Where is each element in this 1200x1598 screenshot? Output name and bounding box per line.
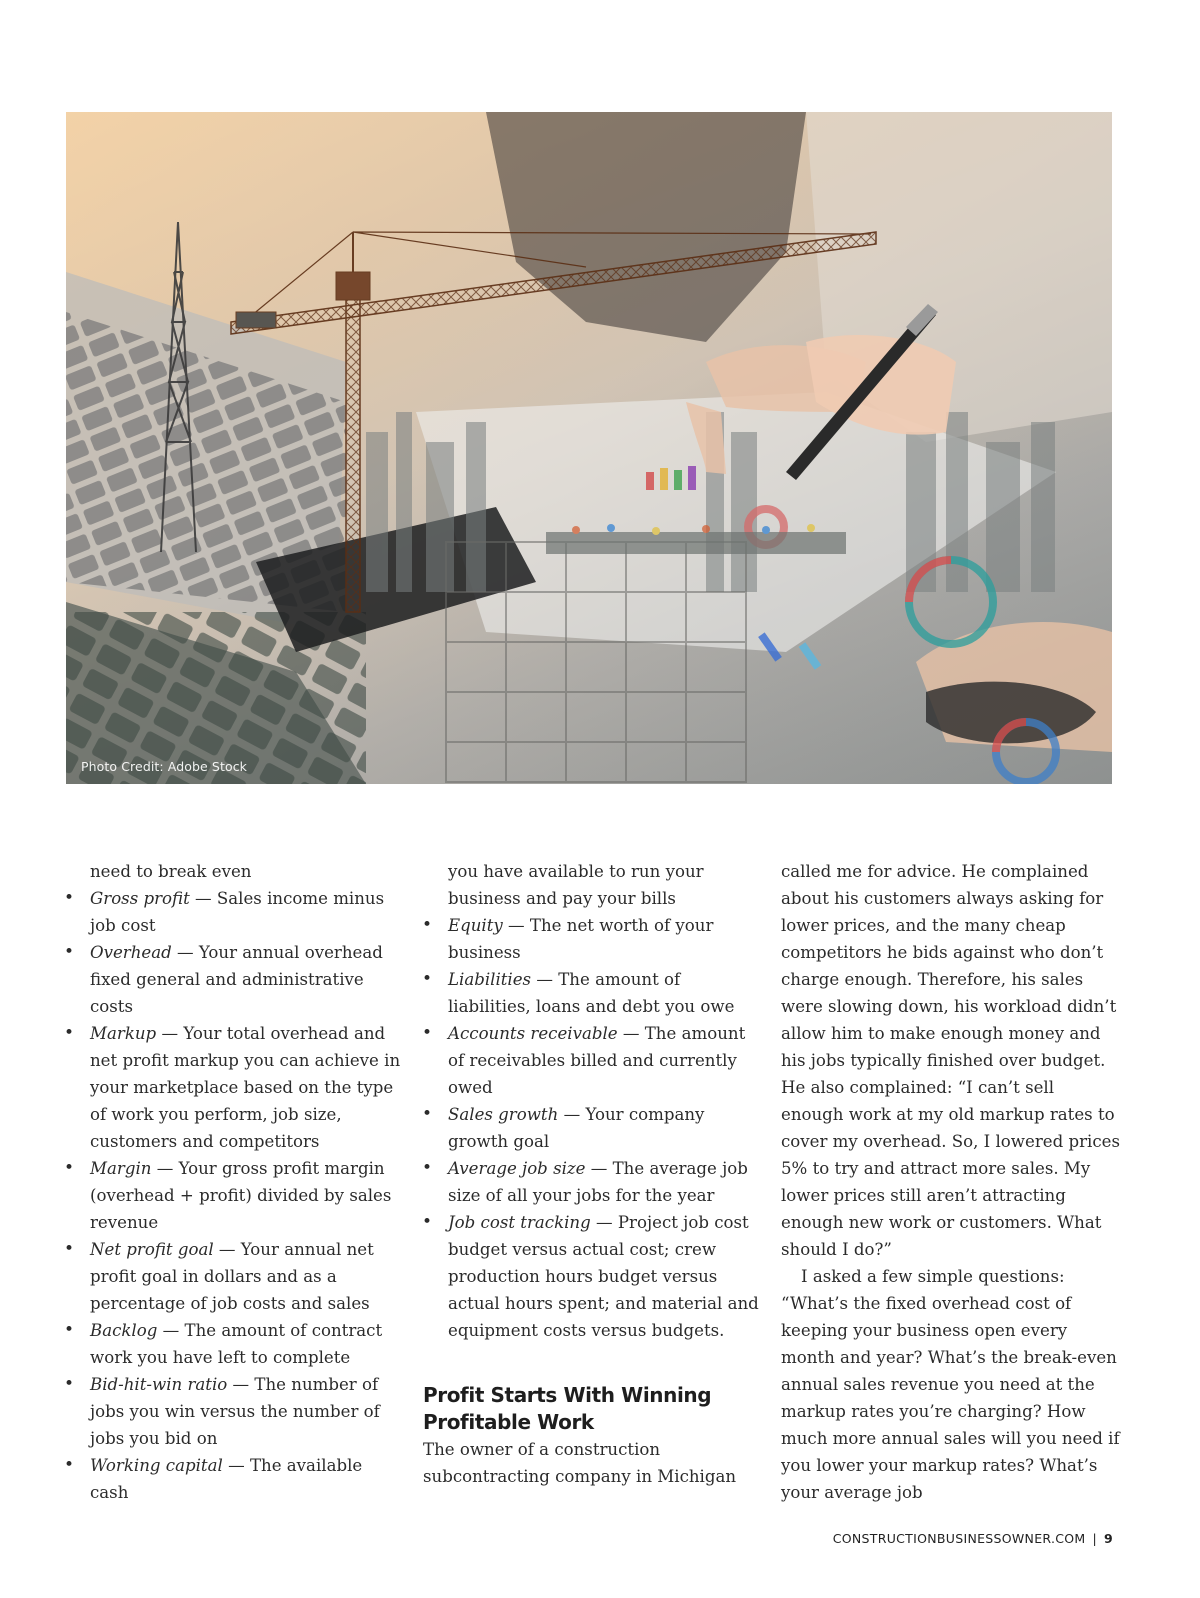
body-paragraph: I asked a few simple questions: “What’s the fixed overhead cost of keeping your business open every month and year? What’s the break-even annual sales revenue you need at the markup rates you’re charging? How much more annual sales will you need if you lower your markup rates? What’s your average job bbox=[781, 1267, 1120, 1502]
list-item: • Job cost tracking — Project job cost budget versus actual cost; crew production hours budget versus actual hours spent; and material and equipment costs versus budgets. bbox=[420, 1209, 760, 1344]
page-number: 9 bbox=[1104, 1531, 1113, 1546]
list-item: • Working capital — The available cash bbox=[62, 1452, 402, 1506]
body-paragraph: The owner of a construction subcontracting company in Michigan bbox=[423, 1440, 737, 1486]
photo-collage-illustration bbox=[66, 112, 1112, 784]
column-3 bbox=[781, 858, 1121, 1506]
glossary-list bbox=[420, 912, 760, 1344]
column-1 bbox=[62, 858, 402, 1506]
list-item: • Accounts receivable — The amount of receivables billed and currently owed bbox=[420, 1020, 760, 1101]
list-item: • Liabilities — The amount of liabilities, loans and debt you owe bbox=[420, 966, 760, 1020]
list-item: • Net profit goal — Your annual net profit goal in dollars and as a percentage of job costs and sales bbox=[62, 1236, 402, 1317]
list-item: • Backlog — The amount of contract work you have left to complete bbox=[62, 1317, 402, 1371]
footer-separator: | bbox=[1092, 1531, 1097, 1546]
photo-credit: Photo Credit: Adobe Stock bbox=[81, 759, 248, 774]
list-item: • Margin — Your gross profit margin (overhead + profit) divided by sales revenue bbox=[62, 1155, 402, 1236]
section-heading: Profit Starts With Winning Profitable Work bbox=[423, 1383, 712, 1434]
list-item: • Markup — Your total overhead and net profit markup you can achieve in your marketplace based on the type of work you perform, job size, customers and competitors bbox=[62, 1020, 402, 1155]
hero-photo bbox=[66, 112, 1112, 784]
list-item: • Sales growth — Your company growth goal bbox=[420, 1101, 760, 1155]
list-item: • Overhead — Your annual overhead fixed general and administrative costs bbox=[62, 939, 402, 1020]
list-item: • Bid-hit-win ratio — The number of jobs you win versus the number of jobs you bid on bbox=[62, 1371, 402, 1452]
list-continuation: you have available to run your business and pay your bills bbox=[448, 862, 704, 908]
glossary-list bbox=[62, 885, 402, 1506]
page-footer bbox=[833, 1531, 1113, 1546]
list-item: • Gross profit — Sales income minus job cost bbox=[62, 885, 402, 939]
footer-site-name: CONSTRUCTIONBUSINESSOWNER.COM bbox=[832, 1531, 1086, 1546]
list-item: • Equity — The net worth of your business bbox=[420, 912, 760, 966]
body-paragraph: called me for advice. He complained about his customers always asking for lower prices, and the many cheap competitors he bids against who don’t charge enough. Therefore, his sales were slowing down, his workload didn’t allow him to make enough money and his jobs typically finished over budget. He also complained: “I can’t sell enough work at my old markup rates to cover my overhead. So, I lowered prices 5% to try and attract more sales. My lower prices still aren’t attracting enough new work or customers. What should I do?” bbox=[781, 862, 1120, 1259]
column-2 bbox=[420, 858, 760, 1490]
list-continuation: need to break even bbox=[90, 862, 252, 881]
list-item: • Average job size — The average job size of all your jobs for the year bbox=[420, 1155, 760, 1209]
